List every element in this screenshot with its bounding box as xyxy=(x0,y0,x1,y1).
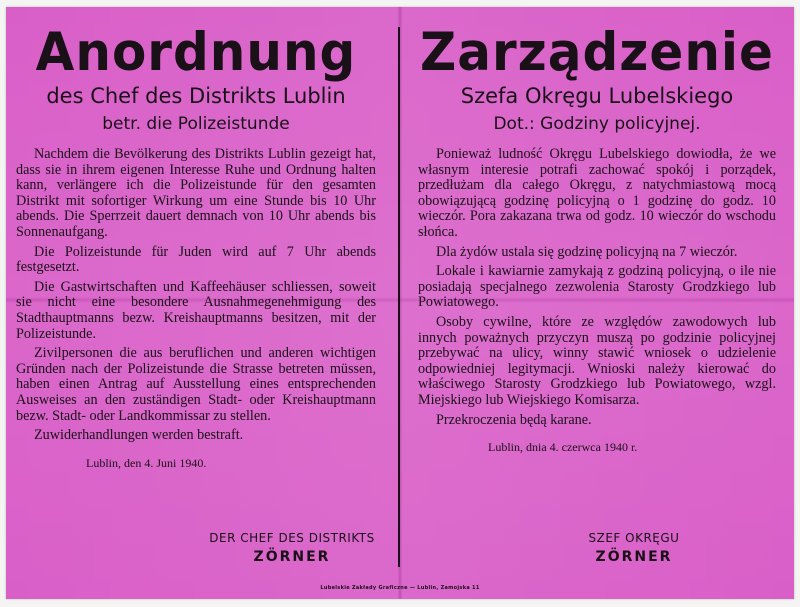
polish-paragraph: Ponieważ ludność Okręgu Lubelskiego dowiodła, że we własnym interesie potrafi zachować spokój i porządek, przedłużam dla całego Okręgu, z natychmiastową mocą obowiązującą godzinę policyjną o 1 godzinę do godz. 10 wieczór. Pora zakazana trwa od godz. 10 wieczór do wschodu słońca. xyxy=(418,146,776,240)
german-subject: betr. die Polizeistunde xyxy=(102,114,290,134)
center-divider-line xyxy=(398,27,400,567)
german-paragraph: Zuwiderhandlungen werden bestraft. xyxy=(34,427,244,444)
german-paragraph: Die Polizeistunde für Juden wird auf 7 Uhr abends festgesetzt. xyxy=(16,243,376,276)
polish-subtitle: Szefa Okręgu Lubelskiego xyxy=(460,84,734,108)
german-paragraph: Nachdem die Bevölkerung des Distrikts Lublin gezeigt hat, dass sie in ihrem eigenen Interesse Ruhe und Ordnung halten kann, verlängere ich die Polizeistunde für den gesamten Distrikt mit sofortiger Wirkung um eine Stunde bis 10 Uhr abends. Die Sperrzeit dauert demnach von 10 Uhr abends bis Sonnenaufgang. xyxy=(16,146,376,240)
poster xyxy=(6,7,794,599)
german-signature xyxy=(202,531,382,565)
german-subtitle: des Chef des Distrikts Lublin xyxy=(46,84,346,108)
polish-signature xyxy=(554,531,714,565)
german-signature-name: ZÖRNER xyxy=(253,549,331,565)
polish-signature-title: SZEF OKRĘGU xyxy=(588,531,680,545)
polish-column xyxy=(418,23,776,455)
german-paragraph: Die Gastwirtschaften und Kaffeehäuser schliessen, soweit sie nicht eine besondere Ausnahmegenehmigung des Stadthauptmanns bezw. Kreishauptmanns besitzen, mit der Polizeistunde. xyxy=(16,278,376,342)
german-column xyxy=(16,23,376,471)
polish-date: Lublin, dnia 4. czerwca 1940 r. xyxy=(488,440,638,455)
polish-paragraph: Przekroczenia będą karane. xyxy=(436,411,592,428)
polish-paragraph: Dla żydów ustala się godzinę policyjną na 7 wieczór. xyxy=(436,243,738,260)
german-date: Lublin, den 4. Juni 1940. xyxy=(86,455,207,470)
polish-paragraph: Lokale i kawiarnie zamykają z godziną policyjną, o ile nie posiadają specjalnego zezwolenia Starosty Grodzkiego lub Powiatowego. xyxy=(418,263,776,311)
printer-imprint: Lubelskie Zakłady Graficzne — Lublin, Zamojska 11 xyxy=(320,585,480,591)
german-signature-title: DER CHEF DES DISTRIKTS xyxy=(209,531,375,545)
polish-body xyxy=(418,147,776,428)
polish-subject: Dot.: Godziny policyjnej. xyxy=(493,114,701,134)
polish-signature-name: ZÖRNER xyxy=(595,549,673,565)
german-title: Anordnung xyxy=(35,21,357,83)
polish-paragraph: Osoby cywilne, które ze względów zawodowych lub innych poważnych przyczyn muszą po godzinie policyjnej przebywać na ulicy, winny stawić wniosek o udzielenie odpowiedniej legitymacji. Wnioski należy kierować do właściwego Starosty Grodzkiego lub Powiatowego, wzgl. Miejskiego lub Wiejskiego Komisarza. xyxy=(418,313,776,408)
polish-title: Zarządzenie xyxy=(420,21,774,83)
german-body xyxy=(16,147,376,444)
german-paragraph: Zivilpersonen die aus beruflichen und anderen wichtigen Gründen nach der Polizeistunde die Strasse betreten müssen, haben einen Antrag auf Ausstellung eines entsprechenden Ausweises an den zuständigen Stadt- oder Kreishauptmann bezw. Stadt- oder Landkommissar zu stellen. xyxy=(16,345,376,424)
